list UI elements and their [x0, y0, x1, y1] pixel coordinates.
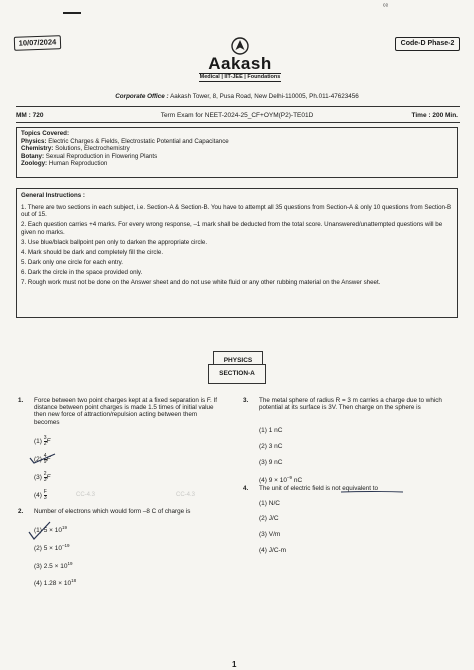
pen-tick-mark: [26, 520, 52, 542]
instruction-item: 5. Dark only one circle for each entry.: [21, 258, 124, 266]
faint-mark: CC-4.3: [176, 492, 196, 498]
q4-option-1[interactable]: (1) N/C: [259, 500, 280, 507]
pen-tick-mark: [28, 452, 58, 466]
paper-code: Code-D Phase-2: [395, 37, 460, 51]
instruction-item: 7. Rough work must not be done on the Answer sheet and do not use white fluid or any other rubbing material on the Answer sheet.: [21, 278, 381, 286]
handwritten-mark: ᶜᵉ: [383, 3, 389, 10]
aakash-emblem-icon: [231, 37, 249, 55]
q2-option-2[interactable]: (2) $5 \times 10^{-19}$: [34, 543, 70, 553]
aakash-logo: [195, 37, 285, 82]
question-text: Force between two point charges kept at a fixed separation is F. If distance between point charges is made 1.5 times of initial value then new force of attraction/repulsion acting between them becomes: [34, 397, 218, 426]
page-number: 1: [232, 660, 237, 669]
question-number: 1.: [18, 397, 24, 404]
question-number: 3.: [243, 397, 249, 404]
subject-label: PHYSICS: [213, 351, 263, 371]
corporate-address: Aakash Tower, 8, Pusa Road, New Delhi-110005, Ph.011-47623456: [170, 93, 359, 100]
divider-line: [16, 122, 460, 123]
instructions-heading: General Instructions :: [21, 192, 85, 199]
instruction-item: 6. Dark the circle in the space provided only.: [21, 268, 143, 276]
q2-option-1[interactable]: (1) $5 \times 10^{19}$: [34, 525, 68, 535]
question-1: [18, 397, 223, 426]
topic-row: [21, 160, 453, 168]
q2-option-4[interactable]: (4) $1.28 \times 10^{18}$: [34, 578, 77, 588]
divider-line: [16, 106, 460, 107]
question-number: 4.: [243, 485, 249, 492]
question-number: 2.: [18, 508, 24, 515]
top-dash: [63, 12, 81, 14]
exam-time: Time : 200 Min.: [411, 112, 458, 119]
topic-subject: Physics:: [21, 137, 47, 145]
question-text: Number of electrons which would form –8 C of charge is: [34, 508, 191, 515]
topic-subject: Zoology:: [21, 160, 48, 168]
instruction-item: 4. Mark should be dark and completely fill the circle.: [21, 248, 164, 256]
q3-option-2[interactable]: (2) 3 nC: [259, 443, 283, 450]
term-exam-title: Term Exam for NEET-2024-25_CF+OYM(P2)-TE01D: [160, 112, 314, 119]
instructions-list: [21, 204, 453, 286]
q3-option-4[interactable]: (4) $9 \times 10^{-9}$ nC: [259, 475, 303, 485]
instructions-box: [16, 188, 458, 318]
topic-subject: Chemistry:: [21, 145, 54, 153]
q1-option-4[interactable]: (4) $\frac{F}{3}$: [34, 489, 47, 501]
q2-option-3[interactable]: (3) $2.5 \times 10^{19}$: [34, 561, 73, 571]
topic-text: Solutions, Electrochemistry: [55, 145, 130, 153]
topic-text: Electric Charges & Fields, Electrostatic Potential and Capacitance: [48, 137, 229, 145]
instruction-item: 3. Use blue/black ballpoint pen only to darken the appropriate circle.: [21, 238, 208, 246]
q4-option-4[interactable]: (4) J/C-m: [259, 547, 287, 554]
topic-text: Human Reproduction: [48, 160, 108, 168]
q1-option-2[interactable]: (2) $\frac{4}{9}$ F: [34, 453, 51, 465]
corporate-office: [0, 93, 474, 100]
topics-heading: Topics Covered:: [21, 130, 70, 137]
q3-option-3[interactable]: (3) 9 nC: [259, 459, 283, 466]
q4-option-2[interactable]: (2) J/C: [259, 515, 279, 522]
date-stamp: 10/07/2024: [14, 35, 61, 51]
question-2: [18, 508, 223, 515]
topic-row: [21, 145, 453, 153]
brand-tagline: Medical | IIT-JEE | Foundations: [199, 74, 281, 80]
q4-option-3[interactable]: (3) V/m: [259, 531, 281, 538]
q1-option-3[interactable]: (3) $\frac{2}{3}$ F: [34, 471, 51, 483]
question-text: The unit of electric field is not equivalent to: [259, 485, 379, 492]
pen-underline: [340, 490, 404, 494]
section-label: SECTION-A: [208, 364, 266, 384]
brand-name: Aakash: [208, 54, 272, 73]
question-3: [243, 397, 455, 411]
corporate-label: Corporate Office :: [115, 93, 169, 100]
topic-subject: Botany:: [21, 152, 45, 160]
q1-option-1[interactable]: (1) $\frac{3}{2}$ F: [34, 435, 51, 447]
q3-option-1[interactable]: (1) 1 nC: [259, 427, 283, 434]
instruction-item: 2. Each question carries +4 marks. For every wrong response, –1 mark shall be deducted from the total score. Unanswered/unattempted questions will be given no marks.: [21, 221, 443, 236]
instruction-item: 1. There are two sections in each subject, i.e. Section-A & Section-B. You have to attempt all 35 questions from Section-A & only 10 questions from Section-B out of 15.: [21, 204, 452, 219]
topic-text: Sexual Reproduction in Flowering Plants: [45, 152, 158, 160]
max-marks: MM : 720: [16, 112, 44, 119]
topic-row: [21, 138, 453, 146]
topic-row: [21, 153, 453, 161]
topics-box: [16, 127, 458, 178]
faint-mark: CC-4.3: [76, 492, 96, 498]
question-text: The metal sphere of radius R = 3 m carries a charge due to which potential at its surface is 3V. Then charge on the sphere is: [259, 397, 442, 412]
